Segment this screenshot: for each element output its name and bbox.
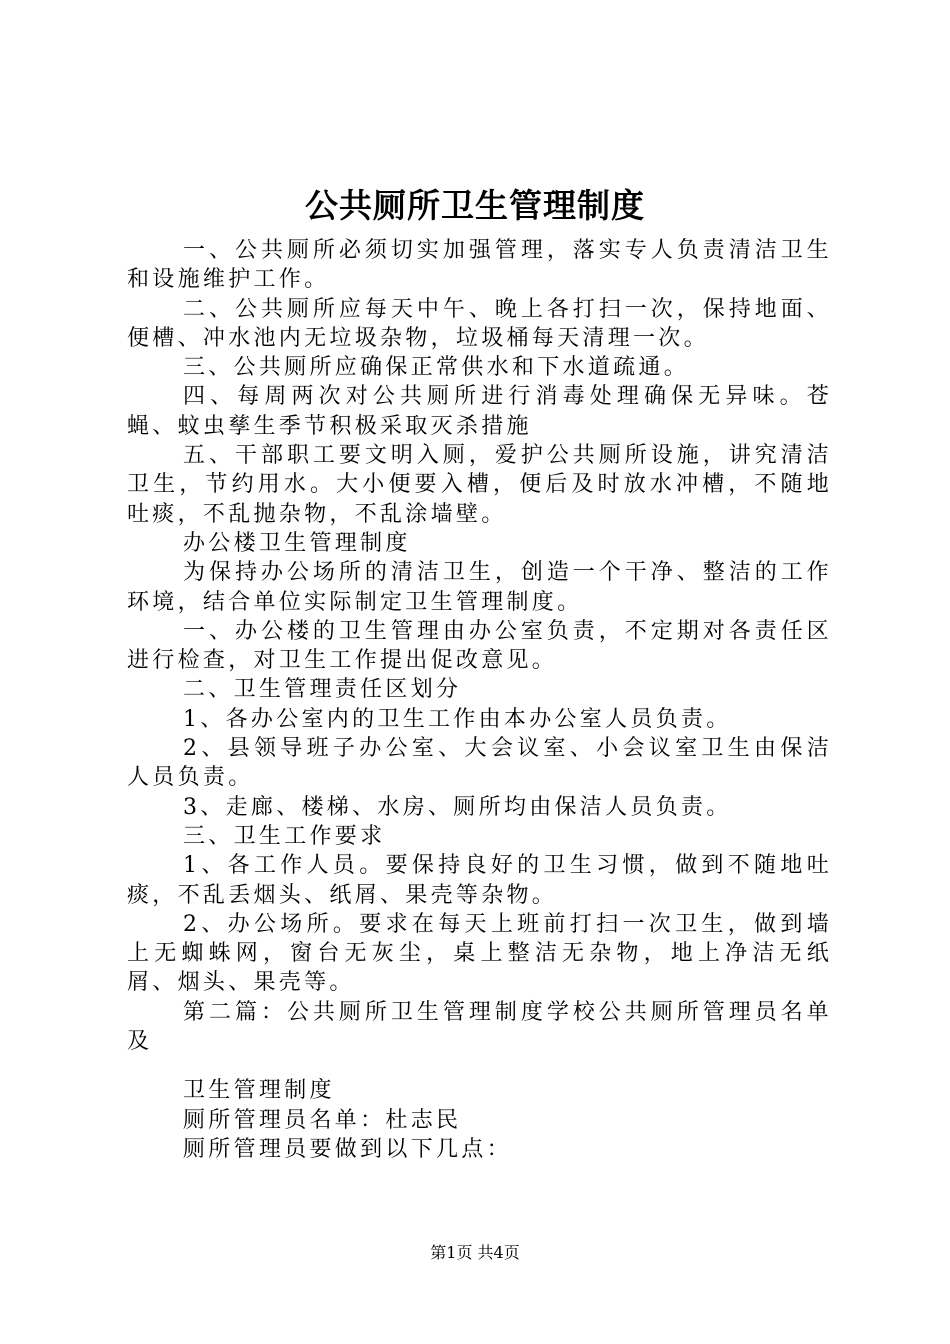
- paragraph: 2、办公场所。要求在每天上班前打扫一次卫生，做到墙上无蜘蛛网，窗台无灰尘，桌上整洁无杂物，地上净洁无纸屑、烟头、果壳等。: [127, 911, 832, 996]
- paragraph: 五、干部职工要文明入厕，爱护公共厕所设施，讲究清洁卫生，节约用水。大小便要入槽，便后及时放水冲槽，不随地吐痰，不乱抛杂物，不乱涂墙壁。: [127, 443, 832, 527]
- paragraph: 1、各工作人员。要保持良好的卫生习惯，做到不随地吐痰，不乱丢烟头、纸屑、果壳等杂物。: [127, 853, 832, 908]
- section-heading: 办公楼卫生管理制度: [183, 530, 411, 556]
- paragraph: 为保持办公场所的清洁卫生，创造一个干净、整洁的工作环境，结合单位实际制定卫生管理制度。: [127, 560, 832, 615]
- paragraph: 一、公共厕所必须切实加强管理，落实专人负责清洁卫生和设施维护工作。: [127, 238, 832, 293]
- paragraph: 三、卫生工作要求: [183, 823, 386, 849]
- paragraph: 2、县领导班子办公室、大会议室、小会议室卫生由保洁人员负责。: [127, 736, 832, 791]
- paragraph: 厕所管理员要做到以下几点：: [183, 1136, 512, 1162]
- paragraph: 卫生管理制度: [183, 1078, 335, 1104]
- paragraph: 二、公共厕所应每天中午、晚上各打扫一次，保持地面、便槽、冲水池内无垃圾杂物，垃圾桶每天清理一次。: [127, 296, 832, 351]
- paragraph: 厕所管理员名单：杜志民: [183, 1107, 462, 1133]
- document-title: 公共厕所卫生管理制度: [305, 186, 645, 225]
- document-body: [127, 236, 832, 1164]
- paragraph: 三、公共厕所应确保正常供水和下水道疏通。: [183, 355, 690, 381]
- section-heading: 第二篇：公共厕所卫生管理制度学校公共厕所管理员名单及: [127, 999, 832, 1055]
- paragraph: 一、办公楼的卫生管理由办公室负责，不定期对各责任区进行检查，对卫生工作提出促改意见。: [127, 618, 832, 674]
- paragraph: 1、各办公室内的卫生工作由本办公室人员负责。: [183, 706, 732, 732]
- paragraph: 3、走廊、楼梯、水房、厕所均由保洁人员负责。: [183, 794, 732, 820]
- paragraph: 四、每周两次对公共厕所进行消毒处理确保无异味。苍蝇、蚊虫孳生季节积极采取灭杀措施: [127, 384, 832, 439]
- paragraph: 二、卫生管理责任区划分: [183, 677, 462, 703]
- page-footer: 第1页 共4页: [430, 1243, 520, 1262]
